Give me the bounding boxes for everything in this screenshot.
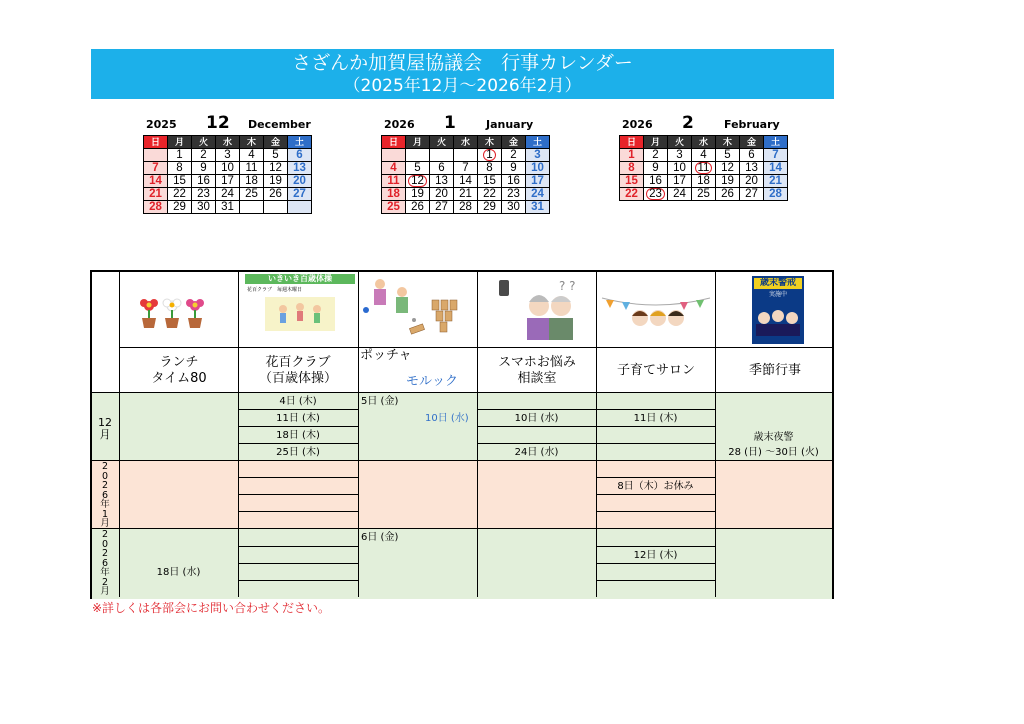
calendar-day — [502, 149, 526, 162]
calendar-day — [382, 188, 406, 201]
calendar-day — [620, 149, 644, 162]
calendar-day-number: 6 — [296, 149, 303, 161]
calendar-day — [168, 175, 192, 188]
weekday-header: 日 — [620, 136, 644, 149]
calendar-day — [644, 188, 668, 201]
weekday-header: 火 — [430, 136, 454, 149]
calendar-month: 12 — [206, 113, 230, 133]
calendar-day-number: 12 — [721, 162, 734, 174]
calendar-day-number: 7 — [152, 162, 159, 174]
calendar-day — [168, 201, 192, 214]
calendar-day-number: 16 — [197, 175, 210, 187]
calendar-day — [502, 188, 526, 201]
col-seasonal-label: 季節行事 — [748, 363, 801, 378]
col-smartphone-label: スマホお悩み 相談室 — [498, 355, 576, 386]
year-end-patrol-poster — [752, 276, 804, 344]
calendar-day — [192, 149, 216, 162]
calendar-day-number: 25 — [245, 188, 258, 200]
calendar-day — [430, 162, 454, 175]
event-feb-kosodate: 12日 (木) — [633, 550, 678, 561]
boccia-image — [360, 274, 470, 344]
calendar-day-number: 15 — [625, 175, 638, 187]
calendar-day — [430, 188, 454, 201]
calendar-day — [264, 201, 288, 214]
calendar-day-number: 30 — [507, 201, 520, 213]
calendar-day — [240, 175, 264, 188]
col-molkky-label: モルック — [405, 374, 458, 389]
col-lunch-time-label: ランチ タイム80 — [151, 355, 207, 386]
calendar-year: 2026 — [622, 118, 653, 131]
weekday-header: 土 — [288, 136, 312, 149]
col-molkky — [392, 374, 472, 390]
col-hana-club-label: 花百クラブ （百歳体操） — [258, 355, 337, 386]
calendar-day — [454, 162, 478, 175]
calendar-day — [478, 188, 502, 201]
calendar-day — [478, 201, 502, 214]
event-dec-hana-4: 25日 (木) — [276, 447, 320, 458]
calendar-day-number: 2 — [510, 149, 517, 161]
calendar-day-number: 24 — [531, 188, 544, 200]
calendar-day — [406, 175, 430, 188]
calendar-day — [502, 162, 526, 175]
calendar-day — [668, 188, 692, 201]
calendar-day-number: 27 — [293, 188, 306, 200]
calendar-day — [526, 149, 550, 162]
mini-calendar-header — [619, 113, 791, 135]
calendar-day — [240, 188, 264, 201]
title-banner — [91, 49, 834, 99]
mini-calendar-table — [619, 135, 788, 201]
calendar-day-number: 28 — [769, 188, 782, 200]
weekday-header: 月 — [168, 136, 192, 149]
calendar-day-number: 26 — [721, 188, 734, 200]
calendar-day — [216, 149, 240, 162]
calendar-day-number: 8 — [176, 162, 183, 174]
calendar-day — [764, 149, 788, 162]
col-hana-club — [239, 355, 357, 387]
calendar-day — [716, 188, 740, 201]
calendar-day — [454, 188, 478, 201]
calendar-day — [430, 201, 454, 214]
page-subtitle: （2025年12月～2026年2月） — [343, 76, 582, 96]
calendar-day — [454, 175, 478, 188]
footer-note: ※詳しくは各部会にお問い合わせください。 — [92, 601, 331, 615]
calendar-day-number: 13 — [293, 162, 306, 174]
calendar-day-number: 17 — [673, 175, 686, 187]
poster-text: 花百クラブ 毎週木曜日 — [247, 287, 303, 293]
calendar-month-en: February — [724, 118, 780, 131]
feb-row-bg — [92, 529, 832, 599]
calendar-day — [692, 175, 716, 188]
col-smartphone — [478, 355, 596, 387]
calendar-day-number: 6 — [748, 149, 755, 161]
calendar-day — [144, 149, 168, 162]
calendar-day-number: 3 — [676, 149, 683, 161]
calendar-day-number: 4 — [248, 149, 255, 161]
calendar-day-number: 7 — [772, 149, 779, 161]
calendar-day — [264, 149, 288, 162]
calendar-day — [716, 162, 740, 175]
poster-title: いきいき百歳体操 — [245, 274, 355, 284]
calendar-day-number: 1 — [483, 149, 495, 161]
calendar-day-number: 19 — [721, 175, 734, 187]
calendar-day — [478, 175, 502, 188]
event-dec-smartphone-1: 10日 (水) — [514, 413, 559, 424]
calendar-day-number: 27 — [435, 201, 448, 213]
weekday-header: 木 — [478, 136, 502, 149]
calendar-day — [478, 162, 502, 175]
calendar-day — [264, 162, 288, 175]
calendar-day-number: 18 — [245, 175, 258, 187]
calendar-day — [764, 175, 788, 188]
mini-calendar — [619, 113, 791, 201]
calendar-day-number: 22 — [483, 188, 496, 200]
jan-row-bg — [92, 461, 832, 529]
mini-calendar-header — [381, 113, 553, 135]
calendar-day — [526, 162, 550, 175]
calendar-day — [692, 149, 716, 162]
calendar-day-number: 2 — [652, 149, 659, 161]
calendar-day-number: 19 — [411, 188, 424, 200]
calendar-day — [192, 162, 216, 175]
calendar-day — [216, 188, 240, 201]
weekday-header: 水 — [692, 136, 716, 149]
calendar-day-number: 13 — [435, 175, 448, 187]
mini-calendar-table — [143, 135, 312, 214]
poster-sub-patrol: 実施中 — [768, 291, 787, 298]
calendar-day — [216, 175, 240, 188]
calendar-day — [382, 201, 406, 214]
calendar-day-number: 2 — [200, 149, 207, 161]
calendar-day-number: 8 — [486, 162, 493, 174]
flowers-image — [137, 296, 207, 330]
event-jan-kosodate: 8日（木）お休み — [617, 481, 694, 492]
col-boccia — [360, 348, 470, 364]
calendar-day — [692, 162, 716, 175]
calendar-day-number: 18 — [387, 188, 400, 200]
calendar-day — [168, 188, 192, 201]
weekday-header: 金 — [740, 136, 764, 149]
calendar-day — [454, 201, 478, 214]
weekday-header: 金 — [502, 136, 526, 149]
smartphone-seniors-image — [497, 276, 587, 344]
calendar-day — [526, 201, 550, 214]
calendar-day-number: 10 — [531, 162, 544, 174]
weekday-header: 火 — [192, 136, 216, 149]
calendar-day — [764, 162, 788, 175]
calendar-day-number: 15 — [173, 175, 186, 187]
calendar-day-number: 20 — [435, 188, 448, 200]
hyakusai-taiso-poster — [245, 274, 355, 338]
calendar-day-number: 12 — [269, 162, 282, 174]
calendar-day — [144, 188, 168, 201]
calendar-day — [502, 201, 526, 214]
calendar-day — [430, 149, 454, 162]
calendar-day-number: 17 — [531, 175, 544, 187]
calendar-day-number: 26 — [269, 188, 282, 200]
calendar-day-number: 4 — [700, 149, 707, 161]
calendar-day-number: 27 — [745, 188, 758, 200]
calendar-day-number: 5 — [414, 162, 421, 174]
calendar-day — [406, 149, 430, 162]
calendar-day — [668, 149, 692, 162]
calendar-month: 1 — [444, 113, 456, 133]
calendar-day-number: 25 — [387, 201, 400, 213]
calendar-day-number: 24 — [221, 188, 234, 200]
calendar-day — [526, 188, 550, 201]
calendar-day — [192, 175, 216, 188]
calendar-day-number: 13 — [745, 162, 758, 174]
col-kosodate-label: 子育てサロン — [616, 363, 695, 378]
calendar-day-number: 24 — [673, 188, 686, 200]
calendar-day — [478, 149, 502, 162]
calendar-day — [692, 188, 716, 201]
page-title: さざんか加賀屋協議会 行事カレンダー — [292, 52, 633, 74]
calendar-day — [620, 162, 644, 175]
calendar-day-number: 23 — [197, 188, 210, 200]
calendar-day — [740, 149, 764, 162]
event-dec-molkky: 10日 (水) — [425, 413, 469, 424]
mini-calendar-header — [143, 113, 315, 135]
calendar-day — [168, 149, 192, 162]
calendar-day-number: 15 — [483, 175, 496, 187]
calendar-day — [288, 175, 312, 188]
weekday-header: 日 — [382, 136, 406, 149]
calendar-day-number: 11 — [387, 175, 400, 187]
mini-calendar — [381, 113, 553, 214]
calendar-day-number: 22 — [173, 188, 186, 200]
calendar-day-number: 21 — [149, 188, 162, 200]
calendar-day — [620, 188, 644, 201]
calendar-day-number: 21 — [769, 175, 782, 187]
calendar-day-number: 10 — [673, 162, 686, 174]
calendar-day — [740, 188, 764, 201]
calendar-day-number: 14 — [149, 175, 162, 187]
calendar-day-number: 31 — [531, 201, 544, 213]
mini-calendar — [143, 113, 315, 214]
calendar-day — [620, 175, 644, 188]
calendar-day — [264, 188, 288, 201]
row-label-jan: 2 0 2 6 年 1 月 — [100, 461, 110, 529]
calendar-day-number: 14 — [459, 175, 472, 187]
calendar-day-number: 23 — [646, 188, 665, 200]
calendar-day — [716, 149, 740, 162]
weekday-header: 水 — [454, 136, 478, 149]
col-kosodate — [597, 363, 715, 379]
calendar-day-number: 5 — [724, 149, 731, 161]
calendar-day — [288, 201, 312, 214]
calendar-day-number: 29 — [483, 201, 496, 213]
calendar-month-en: January — [486, 118, 534, 131]
calendar-day-number: 19 — [269, 175, 282, 187]
calendar-day-number: 26 — [411, 201, 424, 213]
calendar-day-number: 6 — [438, 162, 445, 174]
calendar-day-number: 3 — [534, 149, 541, 161]
calendar-day — [526, 175, 550, 188]
calendar-day — [740, 175, 764, 188]
calendar-day-number: 11 — [245, 162, 258, 174]
mini-calendar-table — [381, 135, 550, 214]
calendar-day-number: 9 — [652, 162, 659, 174]
calendar-day-number: 28 — [459, 201, 472, 213]
calendar-day-number: 30 — [197, 201, 210, 213]
calendar-day — [288, 149, 312, 162]
calendar-day-number: 16 — [507, 175, 520, 187]
calendar-day — [716, 175, 740, 188]
weekday-header: 月 — [644, 136, 668, 149]
calendar-day — [288, 162, 312, 175]
calendar-day-number: 12 — [408, 175, 427, 187]
calendar-day — [382, 175, 406, 188]
calendar-day-number: 14 — [769, 162, 782, 174]
calendar-day — [144, 162, 168, 175]
event-dec-boccia: 5日 (金) — [361, 396, 399, 407]
row-label-dec: 12 月 — [98, 416, 112, 441]
calendar-day-number: 21 — [459, 188, 472, 200]
calendar-year: 2026 — [384, 118, 415, 131]
event-dec-hana-3: 18日 (木) — [276, 430, 320, 441]
calendar-day — [288, 188, 312, 201]
weekday-header: 土 — [764, 136, 788, 149]
calendar-day — [406, 201, 430, 214]
calendar-year: 2025 — [146, 118, 177, 131]
calendar-day-number: 16 — [649, 175, 662, 187]
row-label-feb: 2 0 2 6 年 2 月 — [100, 529, 110, 597]
calendar-day-number: 1 — [628, 149, 635, 161]
event-dec-seasonal-dates: 28 (日) ～30日 (火) — [728, 447, 819, 458]
event-dec-hana-2: 11日 (木) — [276, 413, 320, 424]
calendar-day-number: 9 — [200, 162, 207, 174]
calendar-day-number: 11 — [695, 162, 713, 174]
calendar-day — [240, 162, 264, 175]
calendar-day — [644, 149, 668, 162]
calendar-month-en: December — [248, 118, 311, 131]
event-dec-hana-1: 4日 (木) — [279, 396, 317, 407]
weekday-header: 金 — [264, 136, 288, 149]
calendar-day — [264, 175, 288, 188]
calendar-day — [144, 201, 168, 214]
calendar-day — [644, 175, 668, 188]
calendar-day — [144, 175, 168, 188]
event-dec-smartphone-2: 24日 (水) — [514, 447, 559, 458]
calendar-day — [168, 162, 192, 175]
event-feb-lunch: 18日 (水) — [156, 567, 201, 578]
calendar-day-number: 23 — [507, 188, 520, 200]
calendar-day — [502, 175, 526, 188]
event-dec-seasonal-title: 歳末夜警 — [753, 432, 794, 443]
calendar-day-number: 17 — [221, 175, 234, 187]
event-feb-boccia: 6日 (金) — [361, 532, 399, 543]
svg-text:? ?: ? ? — [559, 279, 576, 293]
event-dec-kosodate: 11日 (木) — [633, 413, 678, 424]
col-boccia-label: ポッチャ — [360, 348, 412, 363]
calendar-day — [192, 188, 216, 201]
weekday-header: 木 — [240, 136, 264, 149]
calendar-day — [644, 162, 668, 175]
calendar-day-number: 9 — [510, 162, 517, 174]
calendar-day — [240, 201, 264, 214]
weekday-header: 火 — [668, 136, 692, 149]
calendar-day — [240, 149, 264, 162]
calendar-day — [764, 188, 788, 201]
calendar-day-number: 8 — [628, 162, 635, 174]
calendar-day — [216, 162, 240, 175]
calendar-day-number: 20 — [745, 175, 758, 187]
calendar-day-number: 20 — [293, 175, 306, 187]
weekday-header: 日 — [144, 136, 168, 149]
weekday-header: 月 — [406, 136, 430, 149]
calendar-day — [454, 149, 478, 162]
calendar-day — [430, 175, 454, 188]
kids-garland-image — [600, 294, 712, 328]
calendar-day-number: 10 — [221, 162, 234, 174]
col-seasonal — [716, 363, 834, 379]
poster-title-patrol: 歳末警戒 — [754, 278, 802, 289]
calendar-day-number: 22 — [625, 188, 638, 200]
calendar-day-number: 4 — [390, 162, 397, 174]
weekday-header: 木 — [716, 136, 740, 149]
calendar-day — [192, 201, 216, 214]
event-grid — [90, 270, 834, 599]
calendar-day-number: 5 — [272, 149, 279, 161]
calendar-day — [406, 162, 430, 175]
calendar-day — [740, 162, 764, 175]
calendar-day-number: 28 — [149, 201, 162, 213]
calendar-month: 2 — [682, 113, 694, 133]
calendar-day — [668, 175, 692, 188]
calendar-day-number: 3 — [224, 149, 231, 161]
weekday-header: 土 — [526, 136, 550, 149]
calendar-day-number: 31 — [221, 201, 234, 213]
calendar-day-number: 1 — [176, 149, 183, 161]
calendar-day-number: 29 — [173, 201, 186, 213]
calendar-day — [668, 162, 692, 175]
calendar-day — [382, 162, 406, 175]
calendar-day — [216, 201, 240, 214]
calendar-day-number: 18 — [697, 175, 710, 187]
calendar-day-number: 25 — [697, 188, 710, 200]
col-lunch-time — [120, 355, 238, 387]
calendar-day — [382, 149, 406, 162]
calendar-day — [406, 188, 430, 201]
weekday-header: 水 — [216, 136, 240, 149]
calendar-day-number: 7 — [462, 162, 469, 174]
